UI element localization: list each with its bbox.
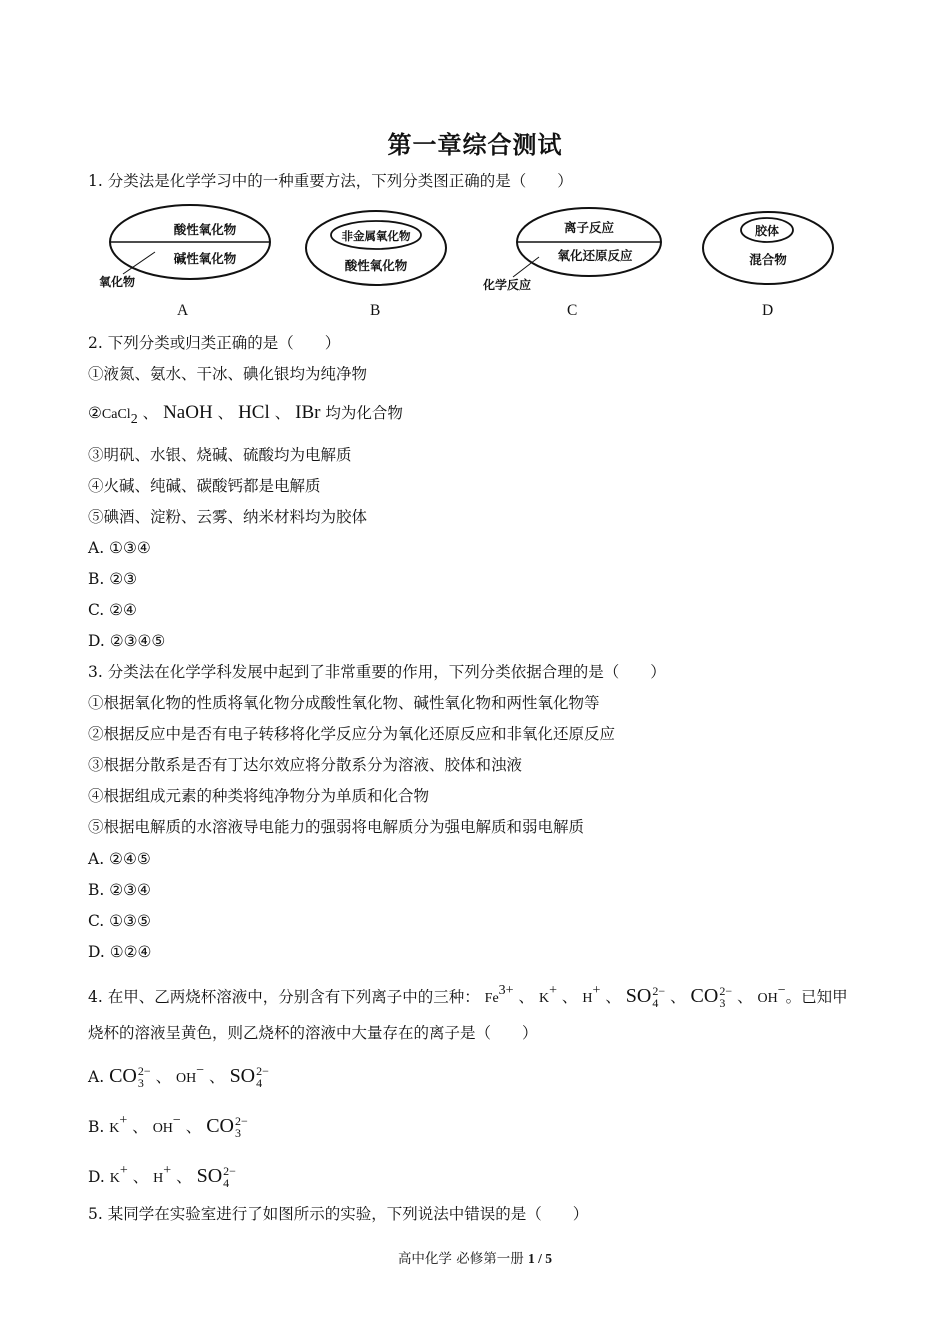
- page-footer: [0, 1247, 950, 1267]
- q3-option-b[interactable]: B. ②③④: [88, 881, 151, 899]
- diagram-c-top: 离子反应: [563, 220, 615, 235]
- q2-option-b[interactable]: B. ②③: [88, 570, 138, 588]
- q2-statement-5: ⑤碘酒、淀粉、云雾、纳米材料均为胶体: [88, 508, 368, 526]
- q4-stem-line1: 4. 在甲、乙两烧杯溶液中，分别含有下列离子中的三种： $Fe^{3+}$ 、 K+ 、 H+ 、 SO 2− 4 、 CO 2− 3 、 OH−。已知甲: [88, 982, 848, 1010]
- q3-statement-5: ⑤根据电解质的水溶液导电能力的强弱将电解质分为强电解质和弱电解质: [88, 818, 585, 836]
- q3-statement-2: ②根据反应中是否有电子转移将化学反应分为氧化还原反应和非氧化还原反应: [88, 725, 616, 743]
- diagram-a-bottom: 碱性氧化物: [173, 251, 237, 266]
- diagram-d-outer: 混合物: [749, 252, 787, 267]
- diagram-b-inner: 非金属氧化物: [341, 229, 411, 243]
- diagram-d: [695, 202, 845, 297]
- q2-stem: 2. 下列分类或归类正确的是（ ）: [88, 334, 341, 352]
- q2-statement-2: ②CaCl$_2$ 、 NaOH 、 HCl 、 IBr 均为化合物: [88, 402, 403, 427]
- q3-statement-3: ③根据分散系是否有丁达尔效应将分散系分为溶液、胶体和浊液: [88, 756, 523, 774]
- q2-option-c[interactable]: C. ②④: [88, 601, 137, 619]
- diagram-c-bottom: 氧化还原反应: [557, 248, 633, 263]
- diagram-label-a: A: [177, 302, 189, 319]
- diagram-c-outer: 化学反应: [482, 278, 532, 292]
- diagram-label-b: B: [370, 302, 381, 319]
- diagram-label-d: D: [762, 302, 774, 319]
- q2-statement-3: ③明矾、水银、烧碱、硫酸均为电解质: [88, 446, 352, 464]
- diagram-a-outer: 氧化物: [98, 275, 136, 289]
- q4-stem-line2: 烧杯的溶液呈黄色，则乙烧杯的溶液中大量存在的离子是（ ）: [88, 1024, 538, 1042]
- diagram-d-inner: 胶体: [754, 224, 780, 238]
- q1-stem: 1. 分类法是化学学习中的一种重要方法，下列分类图正确的是（ ）: [88, 172, 573, 190]
- diagram-a: [95, 202, 285, 297]
- page-title: 第一章综合测试: [387, 130, 563, 159]
- q2-option-a[interactable]: A. ①③④: [88, 539, 151, 557]
- q3-option-a[interactable]: A. ②④⑤: [88, 850, 151, 868]
- q4-option-b[interactable]: B. K+ 、 OH− 、 CO 2− 3: [88, 1112, 248, 1140]
- diagram-label-c: C: [567, 302, 578, 319]
- q3-option-d[interactable]: D. ①②④: [88, 943, 152, 961]
- diagram-c: [475, 202, 675, 297]
- diagram-a-top: 酸性氧化物: [173, 222, 237, 237]
- q2-statement-1: ①液氮、氨水、干冰、碘化银均为纯净物: [88, 365, 368, 383]
- page-number: 1 / 5: [528, 1251, 553, 1266]
- footer-text: 高中化学 必修第一册: [397, 1251, 524, 1267]
- q3-option-c[interactable]: C. ①③⑤: [88, 912, 151, 930]
- q5-stem: 5. 某同学在实验室进行了如图所示的实验，下列说法中错误的是（ ）: [88, 1205, 589, 1223]
- q2-statement-4: ④火碱、纯碱、碳酸钙都是电解质: [88, 477, 321, 495]
- q4-option-d[interactable]: D. K+ 、 H+ 、 SO 2− 4: [88, 1162, 236, 1190]
- q4-option-a[interactable]: A. CO 2− 3 、 OH− 、 SO 2− 4: [88, 1062, 269, 1090]
- diagram-b: [300, 202, 450, 297]
- q3-statement-4: ④根据组成元素的种类将纯净物分为单质和化合物: [88, 787, 430, 805]
- diagram-b-outer: 酸性氧化物: [344, 258, 408, 273]
- q2-option-d[interactable]: D. ②③④⑤: [88, 632, 166, 650]
- q3-statement-1: ①根据氧化物的性质将氧化物分成酸性氧化物、碱性氧化物和两性氧化物等: [88, 694, 600, 712]
- q3-stem: 3. 分类法在化学学科发展中起到了非常重要的作用，下列分类依据合理的是（ ）: [88, 663, 666, 681]
